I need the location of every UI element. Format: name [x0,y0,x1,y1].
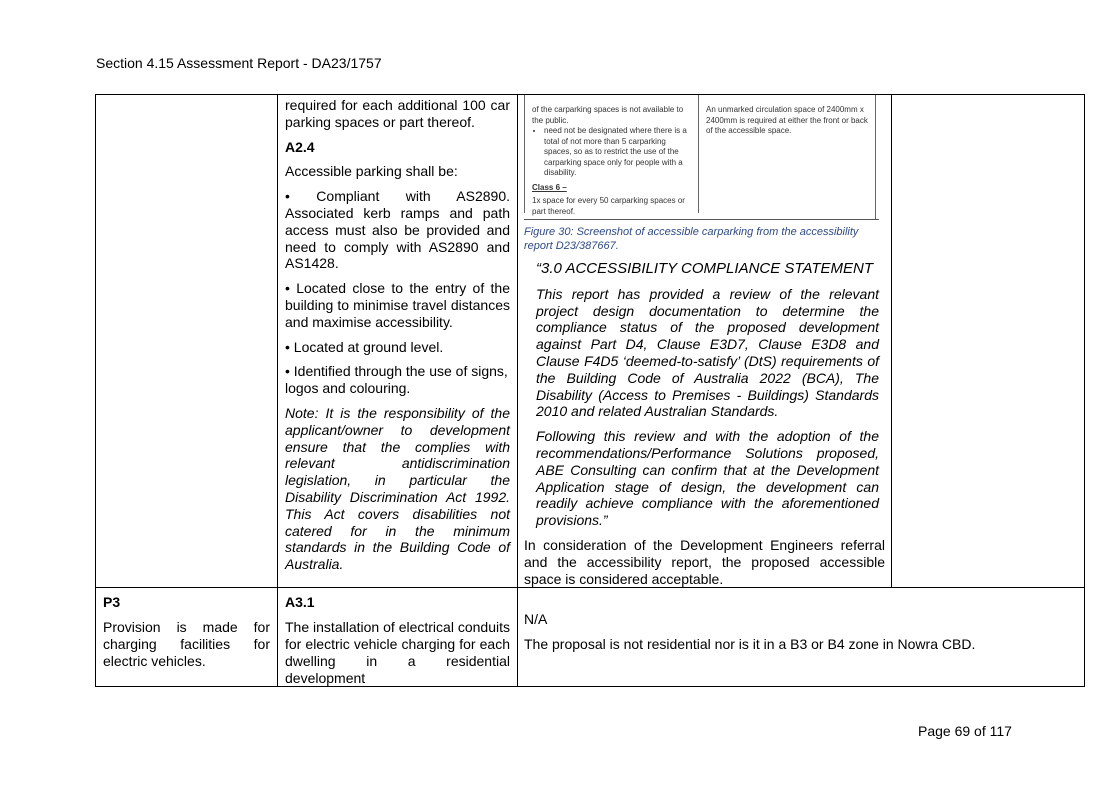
note-text: Note: It is the responsibility of the applicant/owner to development ensure that the complies with relevant antidiscrimination legislation, in particular the Disability Discrimination Act 1992. This Act covers disabilities not catered for in the minimum standards in the Building Code of Australia. [285,404,510,573]
figure-class-heading: Class 6 – [532,182,567,192]
bullet-item: • Compliant with AS2890. Associated kerb ramps and path access must also be provided and need to comply with AS2890 and AS1428. [285,188,510,272]
table-row [96,95,1085,588]
performance-criteria-cell [96,95,278,588]
assessment-table [95,94,1085,687]
acceptable-solutions-cell [278,95,518,588]
figure-caption: Figure 30: Screenshot of accessible carparking from the accessibility report D23/387667. [524,226,859,252]
table-row [96,588,1085,687]
figure-text: of the carparking spaces is not available to the public. [532,105,684,125]
page-number: Page 69 of 117 [918,723,1012,739]
continued-text: required for each additional 100 car parking spaces or part thereof. [285,97,510,130]
clause-intro: Accessible parking shall be: [285,163,458,180]
quote-title: “3.0 ACCESSIBILITY COMPLIANCE STATEMENT [536,260,874,277]
figure-text: 1x space for every 50 carparking spaces or part thereof. [532,196,685,216]
figure-screenshot [524,95,879,220]
figure-bullet: • need not be designated where there is a total of not more than 5 carparking spaces, so as to restrict the use of the carparking space only for people with a disability. [544,126,694,179]
page-header: Section 4.15 Assessment Report - DA23/1757 [96,55,382,71]
bullet-item: • Identified through the use of signs, logos and colouring. [285,363,508,397]
compliance-cell [518,95,1085,588]
conclusion-text: In consideration of the Development Engineers referral and the accessibility report, the proposed accessible space is considered acceptable. [524,536,885,587]
compliance-text: The proposal is not residential nor is it in a B3 or B4 zone in Nowra CBD. [524,636,976,653]
figure-left-column [524,95,699,216]
acceptable-solutions-cell [278,588,518,687]
bullet-item: • Located at ground level. [285,338,444,355]
criteria-text: Provision is made for charging facilities for electric vehicles. [103,619,270,669]
clause-heading: A2.4 [285,138,315,155]
compliance-cell [518,588,1085,687]
bullet-item: • Located close to the entry of the building to minimise travel distances and maximise accessibility. [285,280,510,330]
clause-text: The installation of electrical conduits for electric vehicle charging for each dwelling in a residential development [285,619,510,686]
figure-border [875,95,876,219]
quoted-statement [536,261,879,529]
performance-criteria-cell [96,588,278,687]
column-divider [891,95,892,587]
quote-paragraph: This report has provided a review of the relevant project design documentation to determine the compliance status of the proposed development against Part D4, Clause E3D7, Clause E3D8 and Clause F4D5 ‘deemed-to-satisfy’ (DtS) requirements of the Building Code of Australia 2022 (BCA), The Disability (Access to Premises - Buildings) Standards 2010 and related Australian Standards. [536,285,879,420]
clause-heading: A3.1 [285,594,315,611]
quote-paragraph: Following this review and with the adoption of the recommendations/Performance Solutions proposed, ABE Consulting can confirm that at the Development Application stage of design, the development can readily achieve compliance with the aforementioned provisions.” [536,428,879,529]
figure-text: An unmarked circulation space of 2400mm x 2400mm is required at either the front or back of the accessible space. [706,105,868,135]
status-text: N/A [524,611,548,628]
criteria-heading: P3 [103,594,121,611]
figure-right-column [700,95,875,213]
